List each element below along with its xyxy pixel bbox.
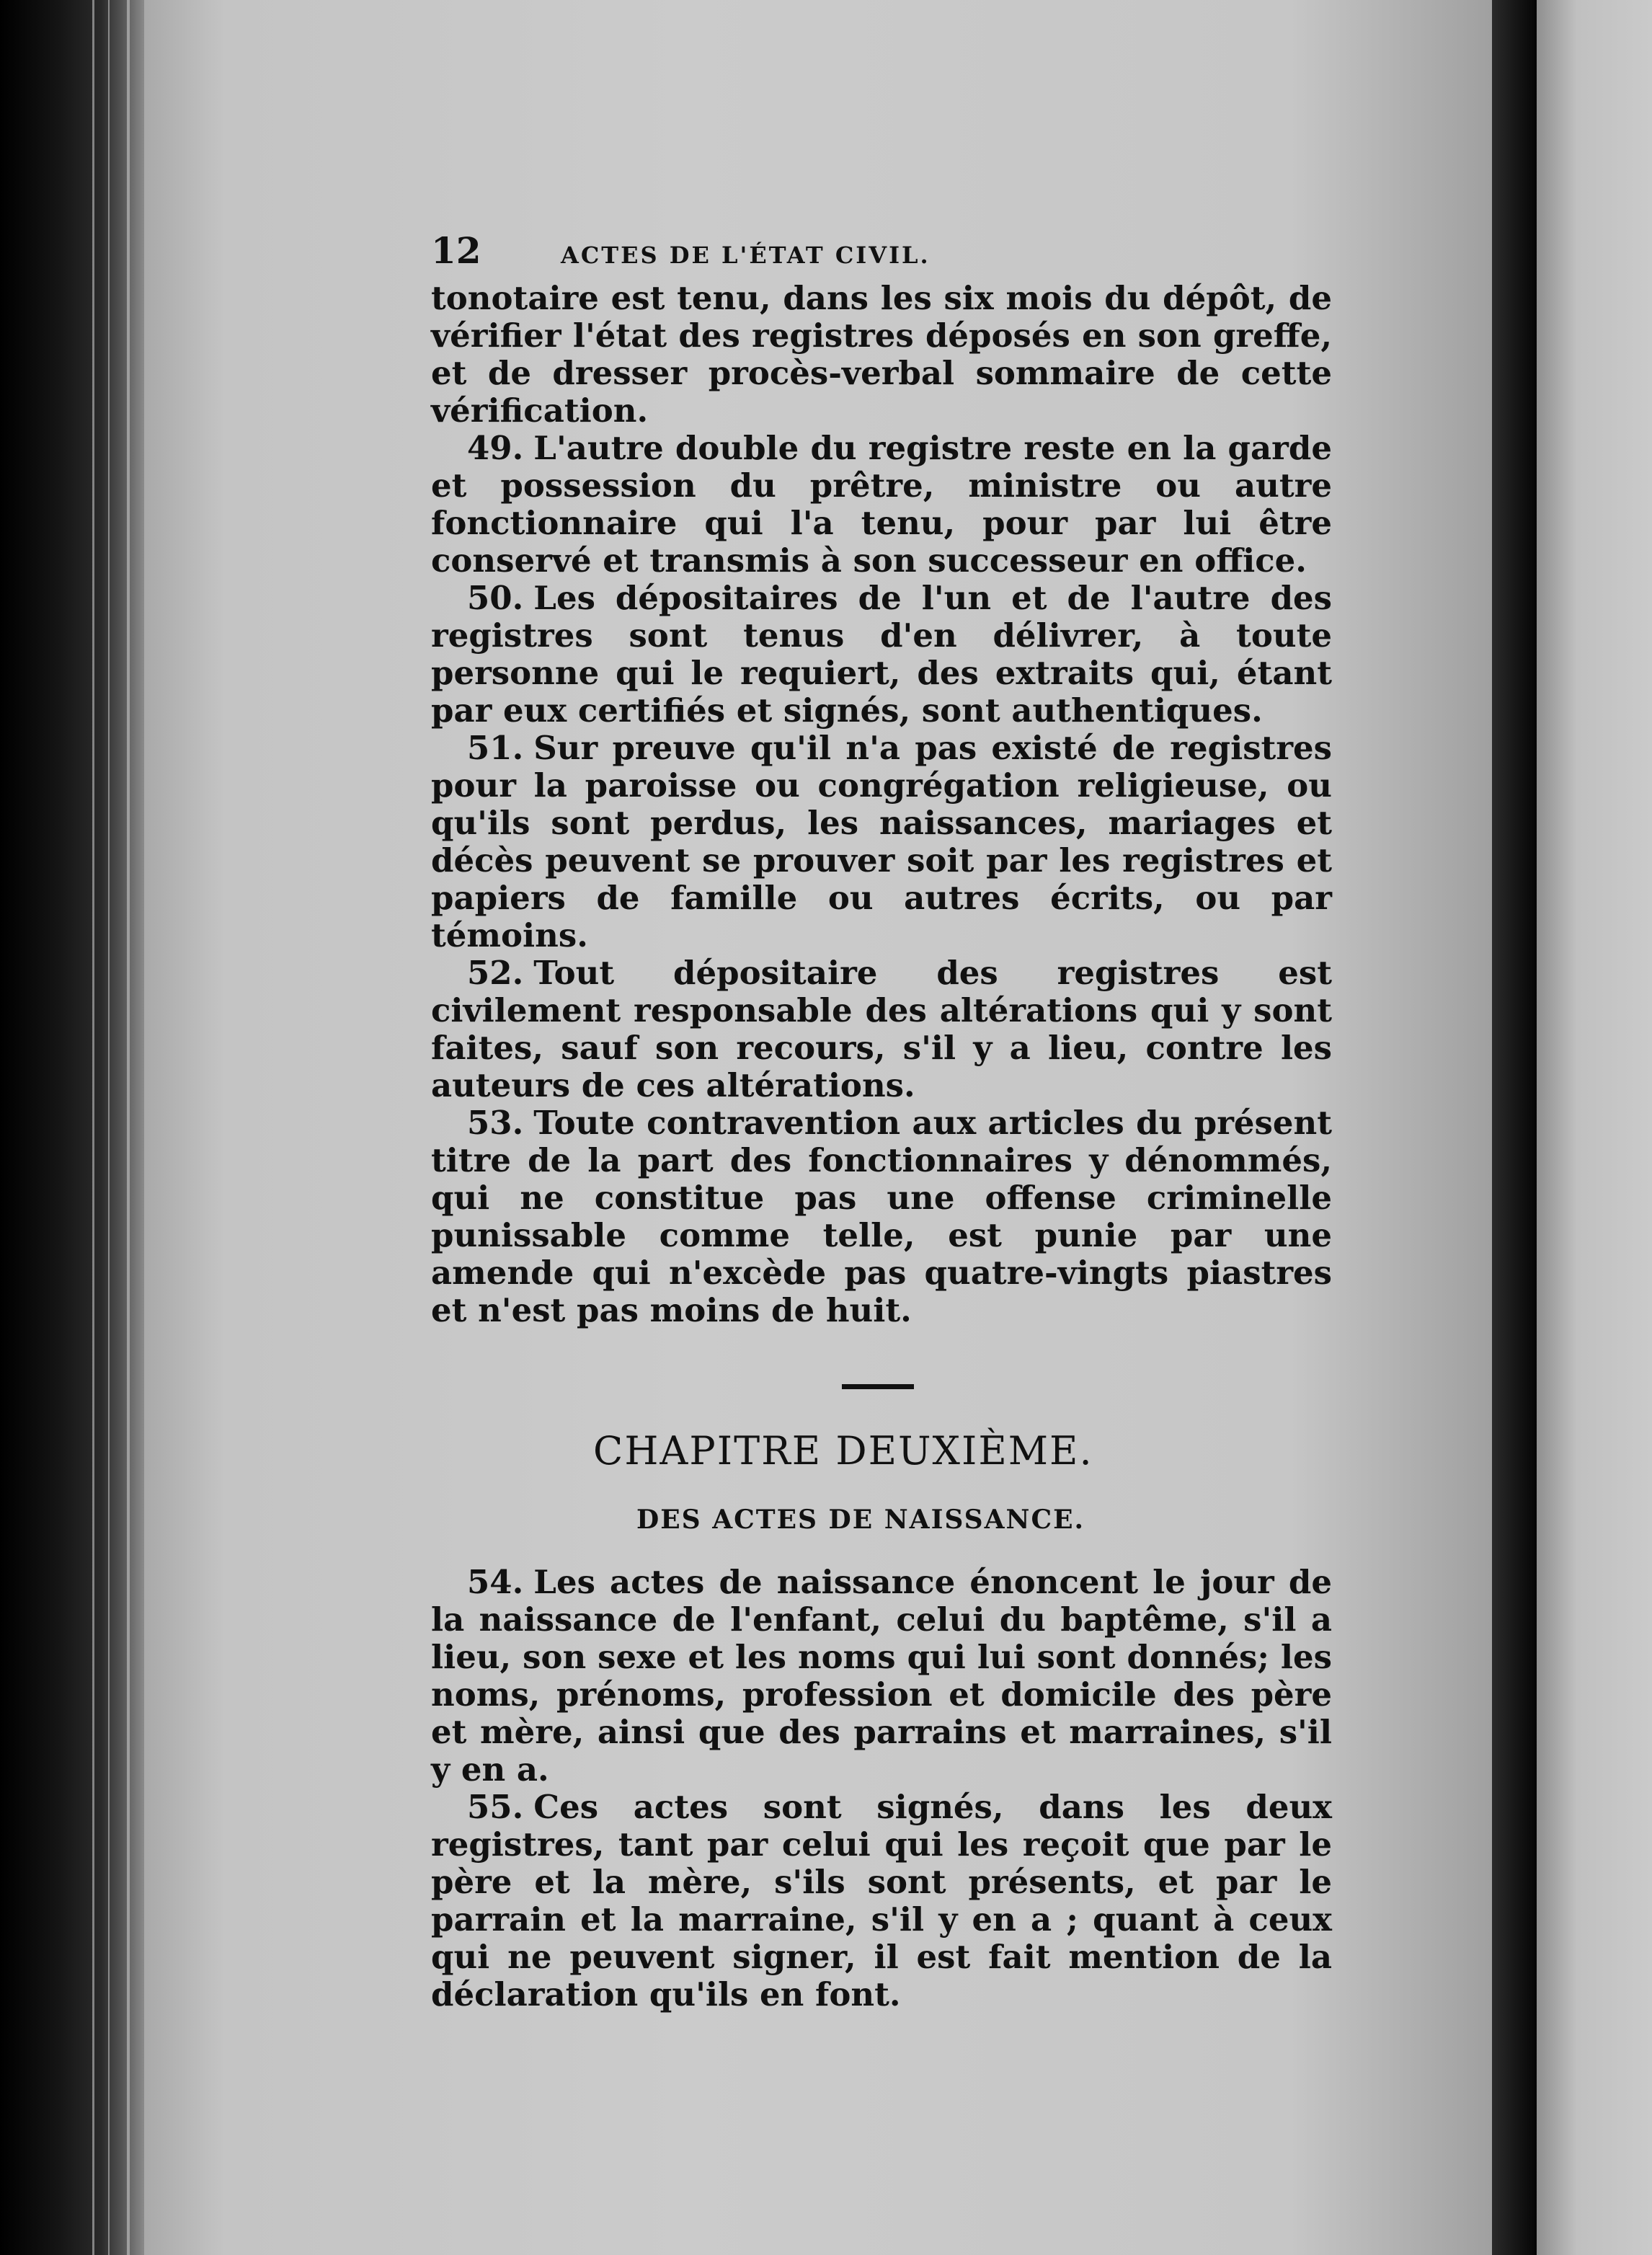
article-text: Sur preuve qu'il n'a pas existé de registres pour la paroisse ou congrégation religieuse, ou qu'ils sont perdus, les naissances, mariages et décès peuvent se prouver soit par les registres et papiers de famille ou autres écrits, ou par témoins. (431, 729, 1332, 954)
article-text: Toute contravention aux articles du présent titre de la part des fonctionnaires y dénommés, qui ne constitue pas une offense criminelle punissable comme telle, est punie par une amende qui n'excède pas quatre-vingts piastres et n'est pas moins de huit. (431, 1104, 1332, 1329)
article-text: Tout dépositaire des registres est civilement responsable des altérations qui y sont faites, sauf son recours, s'il y a lieu, contre les auteurs de ces altérations. (431, 954, 1332, 1104)
running-title: ACTES DE L'ÉTAT CIVIL. (561, 242, 931, 269)
chapter-title: CHAPITRE DEUXIÈME. (593, 1428, 1093, 1474)
article-51 (431, 730, 1332, 954)
article-text: Les dépositaires de l'un et de l'autre des registres sont tenus d'en délivrer, à toute personne qui le requiert, des extraits qui, étant par eux certifiés et signés, sont authentiques. (431, 579, 1332, 730)
page-text-block (431, 229, 1332, 2013)
article-52 (431, 954, 1332, 1104)
binding-edge-line (92, 0, 94, 2255)
article-continuation (431, 280, 1332, 430)
article-55 (431, 1789, 1332, 2013)
article-number: 50. (467, 579, 524, 617)
article-text: L'autre double du registre reste en la garde et possession du prêtre, ministre ou autre fonctionnaire qui l'a tenu, pour par lui être conservé et transmis à son successeur en office. (431, 429, 1332, 580)
page-number: 12 (431, 229, 481, 272)
section-divider-rule (842, 1384, 914, 1389)
article-50 (431, 580, 1332, 730)
section-title: DES ACTES DE NAISSANCE. (636, 1505, 1085, 1535)
running-head (431, 229, 1332, 280)
article-text: Les actes de naissance énoncent le jour de la naissance de l'enfant, celui du baptême, s'il a lieu, son sexe et les noms qui lui sont donnés; les noms, prénoms, profession et domicile des père et mère, ainsi que des parrains et marraines, s'il y en a. (431, 1563, 1332, 1789)
article-text: tonotaire est tenu, dans les six mois du dépôt, de vérifier l'état des registres déposés en son greffe, et de dresser procès-verbal sommaire de cette vérification. (431, 279, 1332, 430)
article-49 (431, 430, 1332, 580)
article-number: 51. (467, 729, 524, 767)
binding-edge-line (108, 0, 110, 2255)
article-number: 55. (467, 1788, 524, 1826)
article-number: 54. (467, 1563, 524, 1601)
article-number: 52. (467, 954, 524, 992)
article-53 (431, 1104, 1332, 1329)
article-54 (431, 1564, 1332, 1789)
page-gutter-shadow (1492, 0, 1537, 2255)
article-number: 49. (467, 429, 524, 467)
article-text: Ces actes sont signés, dans les deux registres, tant par celui qui les reçoit que par le père et la mère, s'ils sont présents, et par le parrain et la marraine, s'il y en a ; quant à ceux qui ne peuvent signer, il est fait mention de la déclaration qu'ils en font. (431, 1788, 1332, 2013)
binding-edge-line (127, 0, 130, 2255)
binding-edge (0, 0, 144, 2255)
facing-page-edge (1537, 0, 1652, 2255)
article-number: 53. (467, 1104, 524, 1142)
